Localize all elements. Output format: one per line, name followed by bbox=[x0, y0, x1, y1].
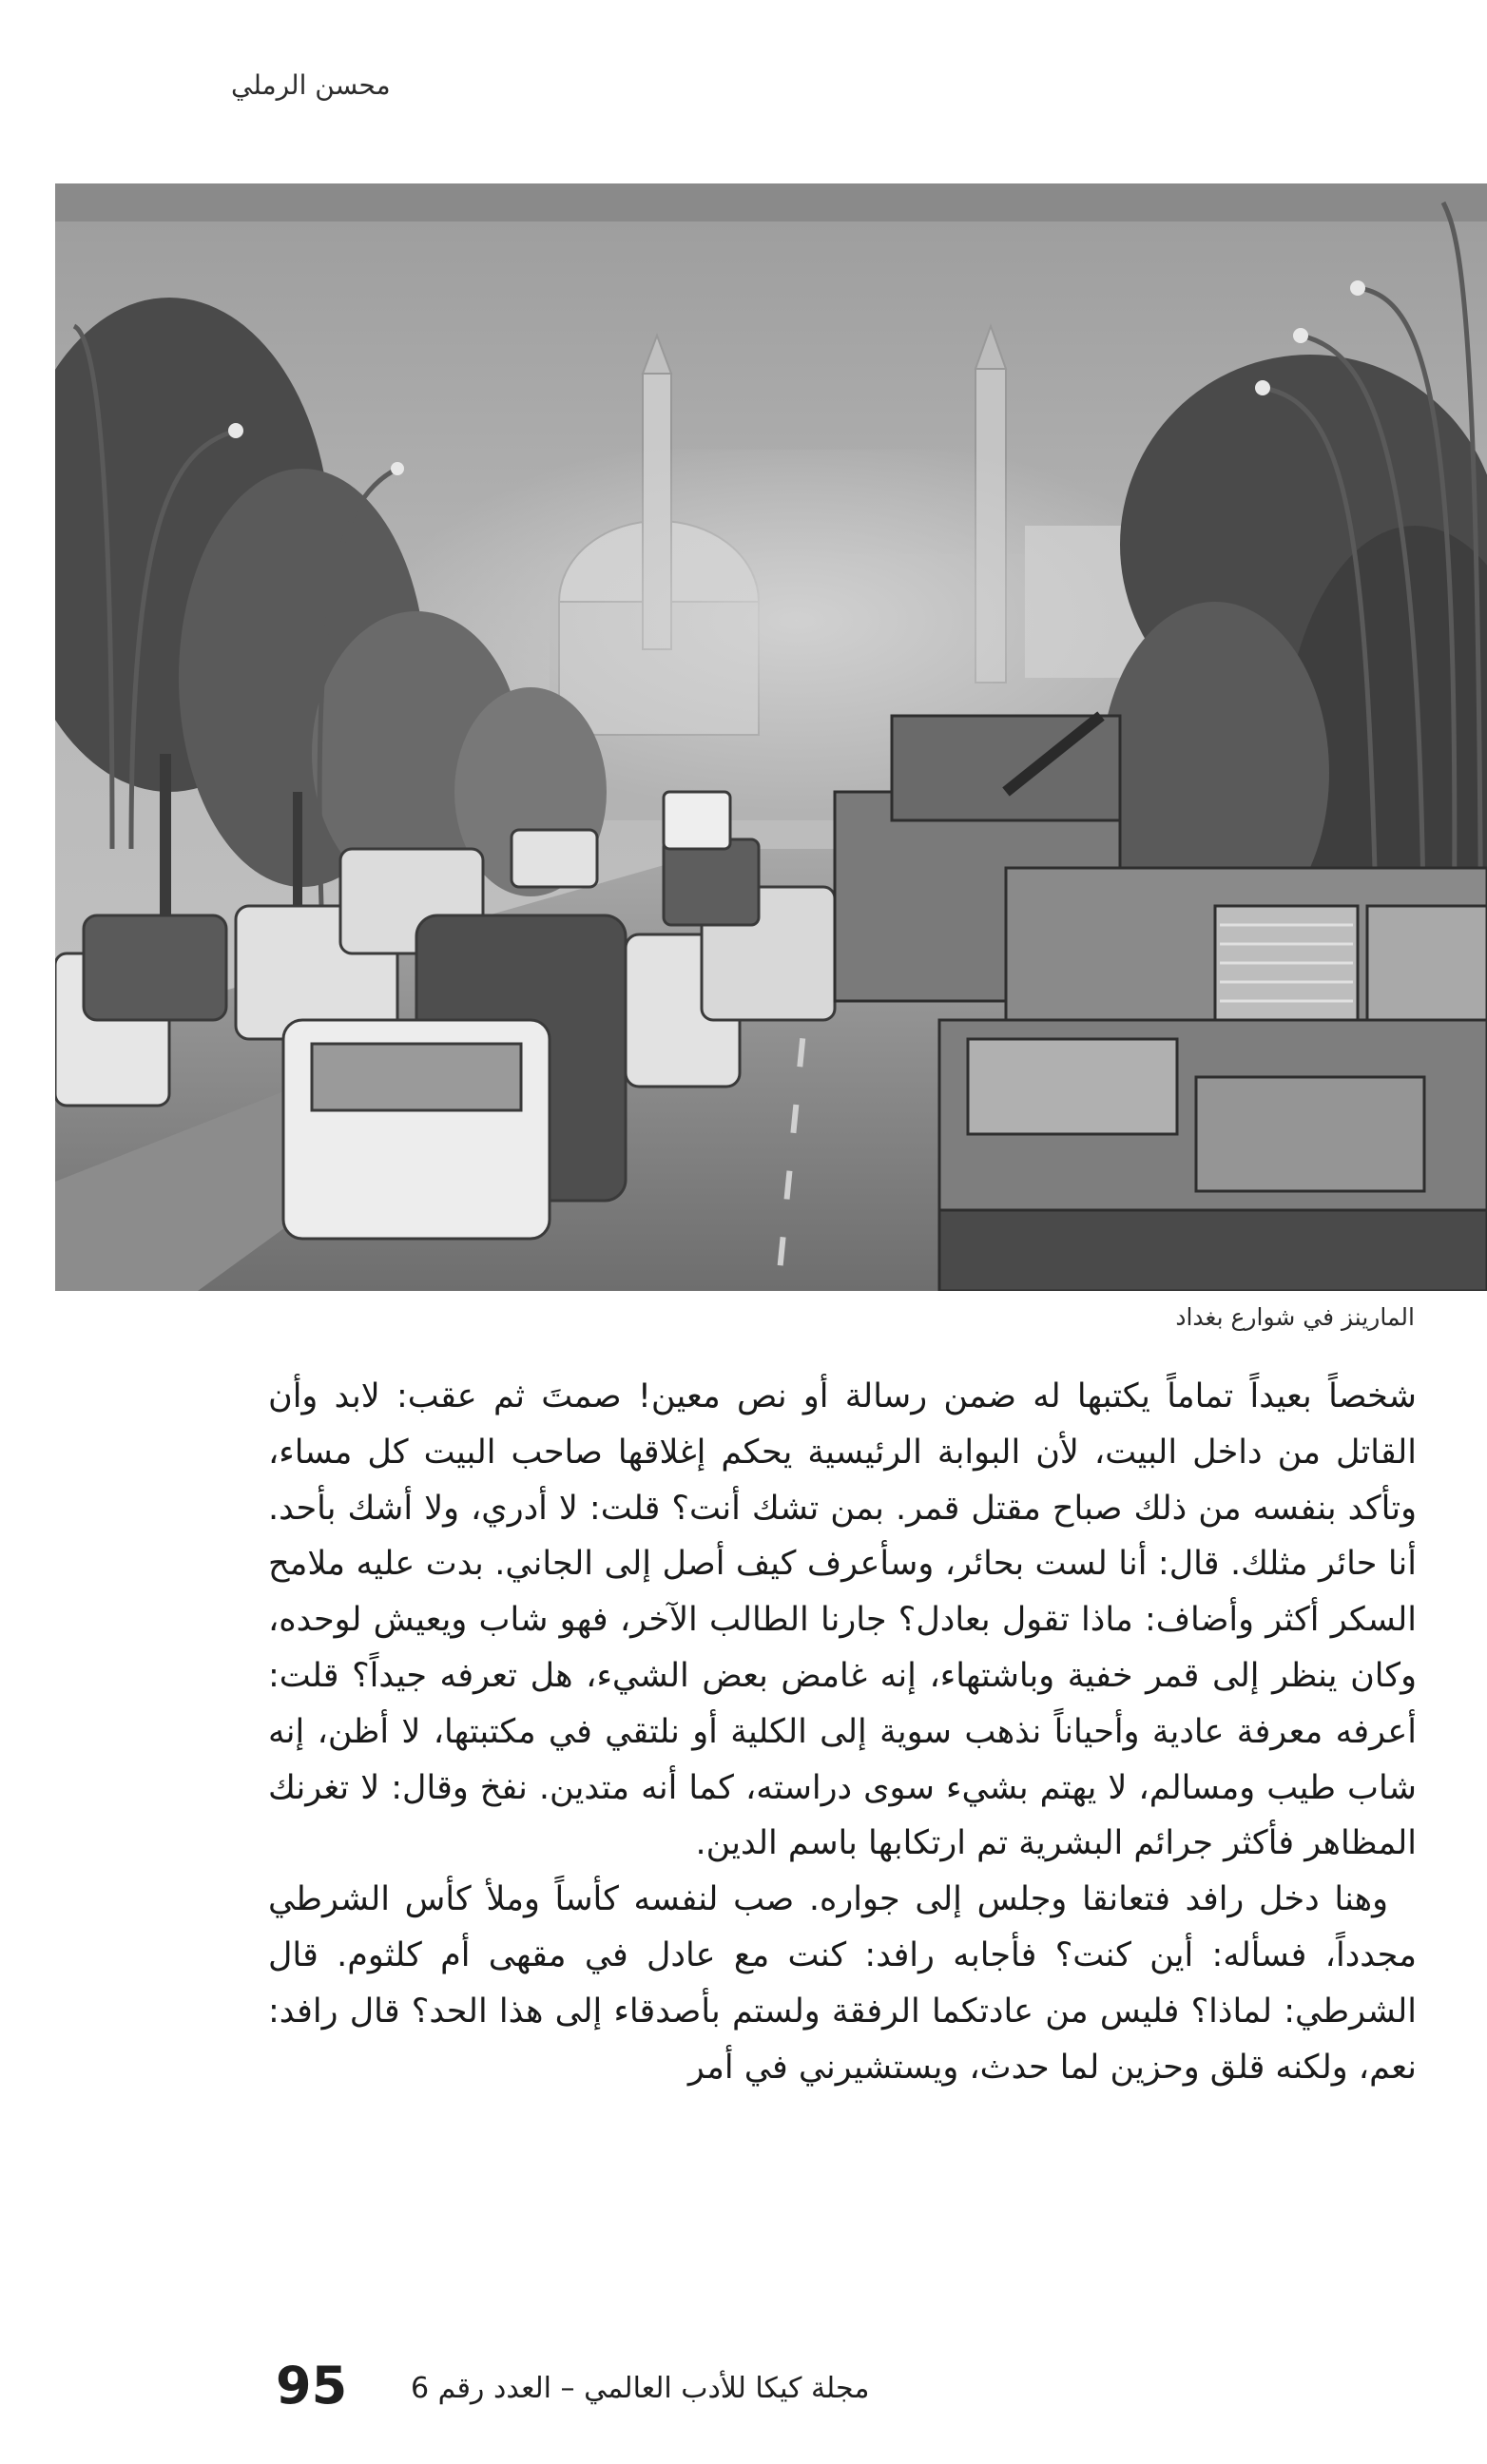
running-header-author: محسن الرملي bbox=[231, 69, 391, 101]
paragraph: وهنا دخل رافد فتعانقا وجلس إلى جواره. صب لنفسه كأساً وملأ كأس الشرطي مجدداً، فسأله: أين كنت؟ فأجابه رافد: كنت مع عادل في مقهى أم كلثوم. قال الشرطي: لماذا؟ فليس من عادتكما الرفقة ولستم بأصدقاء إلى هذا الحد؟ قال رافد: نعم، ولكنه قلق وحزين لما حدث، ويستشيرني في أمر bbox=[268, 1880, 1417, 2087]
article-body bbox=[268, 1369, 1417, 2095]
page-number: 95 bbox=[276, 2356, 348, 2416]
photo-baghdad-street bbox=[55, 183, 1487, 1291]
paragraph: شخصاً بعيداً تماماً يكتبها له ضمن رسالة أو نص معين! صمتَ ثم عقب: لابد وأن القاتل من داخل البيت، لأن البوابة الرئيسية يحكم إغلاقها صاحب البيت كل مساء، وتأكد بنفسه من ذلك صباح مقتل قمر. بمن تشك أنت؟ قلت: لا أدري، ولا أشك بأحد. أنا حائر مثلك. قال: أنا لست بحائر، وسأعرف كيف أصل إلى الجاني. بدت عليه ملامح السكر أكثر وأضاف: ماذا تقول بعادل؟ جارنا الطالب الآخر، فهو شاب ويعيش لوحده، وكان ينظر إلى قمر خفية وباشتهاء، إنه غامض بعض الشيء، هل تعرفه جيداً؟ قلت: أعرفه معرفة عادية وأحياناً نذهب سوية إلى الكلية أو نلتقي في مكتبتها، لا أظن، إنه شاب طيب ومسالم، لا يهتم بشيء سوى دراسته، كما أنه متدين. نفخ وقال: لا تغرنك المظاهر فأكثر جرائم البشرية تم ارتكابها باسم الدين. bbox=[268, 1377, 1417, 1863]
page-footer bbox=[268, 2356, 877, 2422]
photo-baghdad-street-icon bbox=[55, 183, 1487, 1291]
journal-name: مجلة كيكا للأدب العالمي – العدد رقم 6 bbox=[411, 2372, 870, 2405]
photo-caption: المارينز في شوارع بغداد bbox=[1175, 1303, 1415, 1331]
